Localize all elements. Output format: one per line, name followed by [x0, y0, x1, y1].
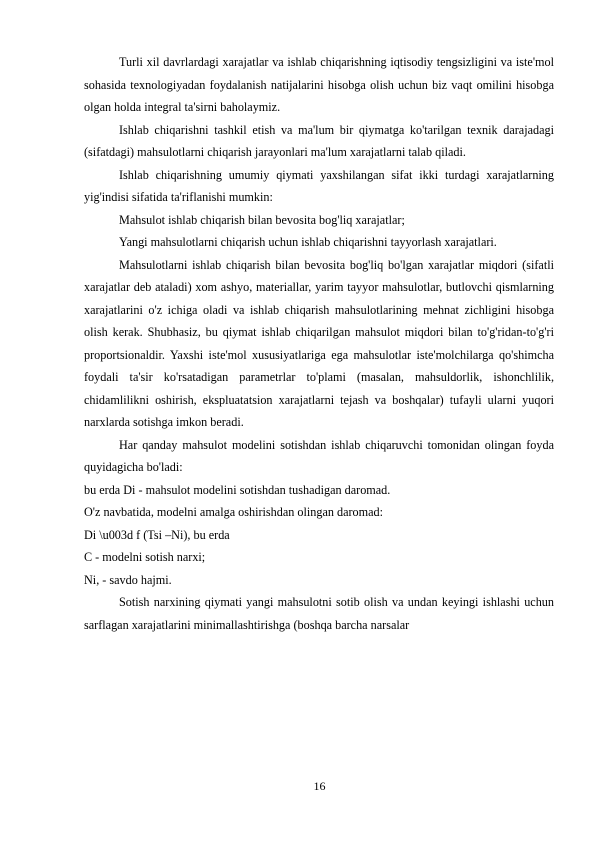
paragraph-direct-costs: Mahsulot ishlab chiqarish bilan bevosita bog'liq xarajatlar;: [119, 212, 405, 227]
paragraph-profit: Har qanday mahsulot modelini sotishdan ishlab chiqaruvchi tomonidan olingan foyda quyidagicha bo'ladi:: [84, 437, 554, 474]
formula-line: Di \u003d f (Tsi –Ni), bu erda: [84, 527, 230, 542]
paragraph-quality-costs: Mahsulotlarni ishlab chiqarish bilan bevosita bog'liq bo'lgan xarajatlar miqdori (sifatli xarajatlar deb ataladi) xom ashyo, materiallar, yarim tayyor mahsulotlar, butlovchi qismlarning xarajatlarini o'z ichiga oladi va ishlab chiqarish mahsulotlarining mehnat zichligini hisobga olish kerak. Shubhasiz, bu qiymat ishlab chiqarilgan mahsulot miqdori bilan to'g'ridan-to'g'ri proportsionaldir. Yaxshi iste'mol xususiyatlariga ega mahsulotlar iste'molchilarga qo'shimcha foydali ta'sir ko'rsatadigan parametrlar to'plami (masalan, mahsuldorlik, ishonchlilik, chidamlilikni oshirish, ekspluatatsion xarajatlarni tejash va boshqalar) tufayli ularni yuqori narxlarda sotishga imkon beradi.: [84, 257, 554, 429]
definition-price: C - modelni sotish narxi;: [84, 550, 206, 564]
paragraph-sale-price: Sotish narxining qiymati yangi mahsulotni sotib olish va undan keyingi ishlashi uchun sarflagan xarajatlarini minimallashtirishga (boshqa barcha narsalar: [84, 595, 554, 632]
paragraph-model-income: O'z navbatida, modelni amalga oshirishdan olingan daromad:: [84, 505, 384, 519]
definition-volume: Ni, - savdo hajmi.: [84, 572, 172, 587]
paragraph-total-cost: Ishlab chiqarishning umumiy qiymati yaxshilangan sifat ikki turdagi xarajatlarning yig'indisi sifatida ta'riflanishi mumkin:: [84, 167, 554, 204]
paragraph-integral-effect: Turli xil davrlardagi xarajatlar va ishlab chiqarishning iqtisodiy tengsizligini va iste'mol sohasida texnologiyadan foydalanish natijalarini hisobga olish uchun biz vaqt omilini hisobga olgan holda integral ta'sirni baholaymiz.: [84, 55, 554, 114]
page-number: 16: [313, 779, 326, 793]
document-body: [84, 51, 554, 636]
paragraph-production-costs: Ishlab chiqarishni tashkil etish va ma'lum bir qiymatga ko'tarilgan texnik darajadagi (sifatdagi) mahsulotlarni chiqarish jarayonlari ma'lum xarajatlarni talab qiladi.: [84, 122, 554, 159]
paragraph-preparation-costs: Yangi mahsulotlarni chiqarish uchun ishlab chiqarishni tayyorlash xarajatlari.: [119, 235, 497, 249]
paragraph-income-definition: bu erda Di - mahsulot modelini sotishdan tushadigan daromad.: [84, 482, 391, 497]
